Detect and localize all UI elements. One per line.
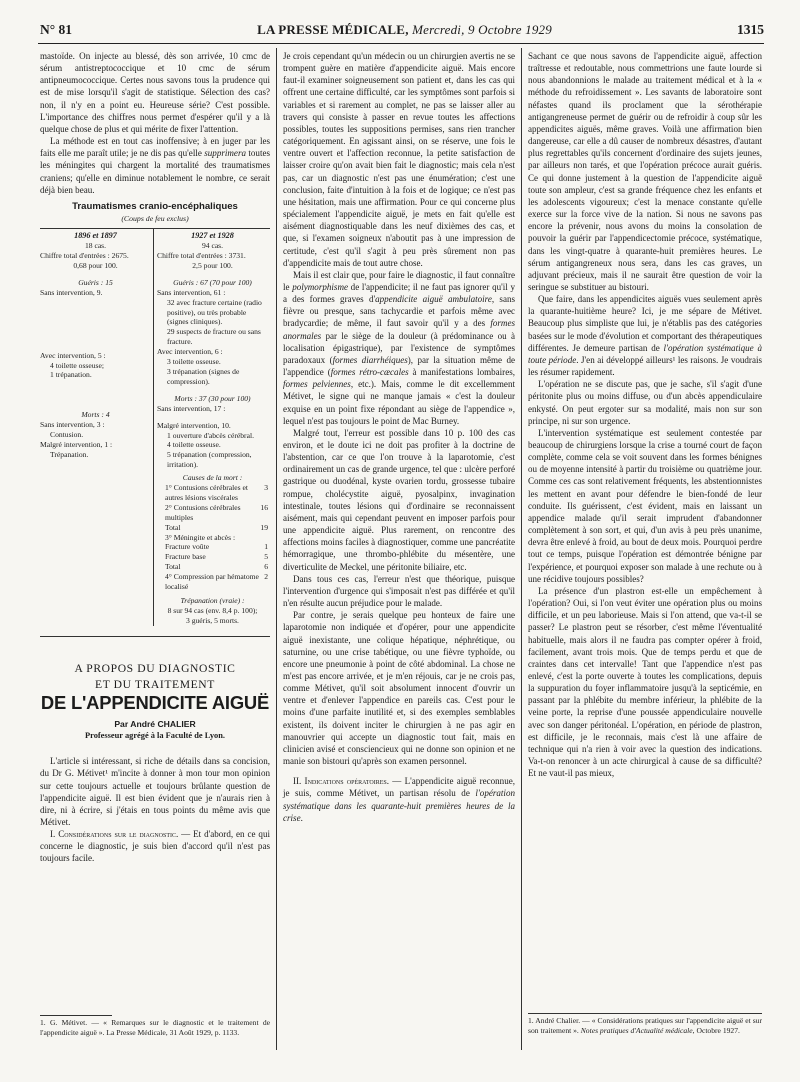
table-cell: Malgré intervention, 1 : bbox=[40, 440, 113, 450]
cause-row bbox=[157, 552, 268, 562]
table-cell: 4 toilette osseuse. bbox=[167, 440, 221, 450]
column-3 bbox=[528, 50, 762, 779]
table-cell: Causes de la mort : bbox=[182, 473, 243, 483]
column-divider-2 bbox=[521, 48, 522, 1050]
journal-title-line: LA PRESSE MÉDICALE, Mercredi, 9 Octobre 1929 bbox=[257, 22, 552, 37]
table-cell: Contusion. bbox=[50, 430, 84, 440]
table-cell: Sans intervention, 3 : bbox=[40, 420, 105, 430]
cause-count: 19 bbox=[260, 522, 268, 532]
footnote-rule bbox=[528, 1013, 762, 1014]
article-title-line-2: ET DU TRAITEMENT bbox=[95, 677, 215, 691]
cause-row bbox=[157, 523, 268, 533]
section-heading: II. Indications opératoires. bbox=[293, 776, 390, 787]
table-cell: Sans intervention, 61 : bbox=[157, 287, 226, 297]
cause-label: 4° Compression par hématome localisé bbox=[165, 572, 259, 592]
footnote-rule bbox=[40, 1015, 112, 1016]
table-title: Traumatismes cranio-encéphaliques bbox=[72, 200, 238, 212]
table-cell: Avec intervention, 6 : bbox=[157, 347, 223, 357]
cause-label: Total bbox=[165, 562, 181, 572]
column-2 bbox=[283, 50, 515, 824]
cause-count: 5 bbox=[264, 552, 268, 562]
paragraph: II. Indications opératoires. — L'appendicite aiguë reconnue, je suis, comme Métivet, un partisan résolu de l'opération systématique dans les quarante-huit premières heures de la crise. bbox=[283, 776, 516, 823]
cause-count: 16 bbox=[260, 502, 268, 512]
causes-list bbox=[157, 483, 268, 592]
table-cell: Avec intervention, 5 : bbox=[40, 350, 106, 360]
paragraph: La méthode est en tout cas inoffensive; à en juger par les faits elle me paraît utile; je ne dis pas qu'elle supprimera toutes les méningites qui chargent la mortalité des traumatismes craniens; qu'elle en diminue notablement le nombre, ce serait déjà bien beau. bbox=[40, 136, 270, 195]
section-heading: I. Considérations sur le diagnostic. bbox=[50, 829, 179, 840]
table-cell: Sans intervention, 17 : bbox=[157, 403, 226, 413]
table-cell: 5 trépanation (compression, irritation). bbox=[167, 450, 252, 470]
paragraph: Dans tous ces cas, l'erreur n'est que théorique, puisque l'intervention d'urgence qui s'imposait n'est pas différée et qu'il n'en résulte aucun préjudice pour le malade. bbox=[283, 573, 515, 609]
paragraph: L'opération ne se discute pas, que je sache, s'il s'agit d'une péritonite plus ou moins diffuse, ou d'un abcès appendiculaire enkysté. On peut ergoter sur sa modalité, mais non sur son principe, ni sur son urgence. bbox=[528, 379, 762, 426]
cause-count: 6 bbox=[264, 562, 268, 572]
paragraph: Mais il est clair que, pour faire le diagnostic, il faut connaître le polymorphisme de l'appendicite; il ne faut pas ignorer qu'il y a des formes graves d'appendicite aiguë ambulatoire, sans fièvre ou presque, sans tachycardie et parfois même avec bradycardie; de même, il faut savoir qu'il y a des formes anormales par le siège de la douleur (à prédominance ou à localisation épigastrique), par l'existence de symptômes paradoxaux (formes diarrhéiques), par la situation même de l'appendice (formes rétro-cæcales à manifestations lombaires, formes pelviennes, etc.). Mais, comme le dit excellemment Métivet, le signe qui ne manque jamais « c'est la douleur exquise en un point fixe répondant au siège de l'appendice », lequel n'est pas toujours le point de Mac Burney. bbox=[283, 269, 516, 426]
table-cell: Trépanation. bbox=[50, 449, 89, 459]
paragraph: Sachant ce que nous savons de l'appendicite aiguë, affection traîtresse et redoutable, nous commettrions une faute lourde si nous abandonnions le malade au traitement médical et à la « méthode du refroidissement ». Les savants de laboratoire sont néfastes quand ils proclament que la sérothérapie antigangreneuse permet de guérir ou de refroidir à coup sûr les appendicites aiguës, même graves. Voilà une affirmation bien dangereuse, car elle a dû causer de nombreux désastres, d'autant plus regrettables qu'ils concernent d'ordinaire des sujets jeunes, par ailleurs non tarés, et que l'opération précoce aurait guéris. Ce qui donne justement à la question de l'appendicite aiguë toute son ampleur, c'est sa grande fréquence chez les enfants et les adolescents vigoureux; c'est la menace constante qu'elle exerce sur la force vive de la nation. Si nous ne savons pas encore la prévenir, nous avons du moins la consolation de pouvoir la guérir par l'appendicectomie précoce, systématique, dans les vingt-quatre à quarante-huit premières heures. Le sérum antigangreneux nous sera, dans les cas graves, un adjuvant précieux, mais il ne saurait être question de voir la seringue se substituer au bistouri. bbox=[528, 51, 762, 292]
column-divider-1 bbox=[276, 48, 277, 1050]
footnote: 1. G. Métivet. — « Remarques sur le diagnostic et le traitement de l'appendicite aiguë ». La Presse Médicale, 31 Août 1929, p. 1133. bbox=[40, 1018, 270, 1037]
section-rule bbox=[40, 636, 270, 637]
table-cell: 0,68 pour 100. bbox=[73, 260, 118, 270]
article-title-line-1: A PROPOS DU DIAGNOSTIC bbox=[74, 661, 236, 675]
table-cell: Sans intervention, 9. bbox=[40, 287, 103, 297]
table-cell: 32 avec fracture certaine (radio positive), ou très probable (signes cliniques). bbox=[167, 297, 262, 327]
table-cell: 4 toilette osseuse; bbox=[50, 360, 104, 370]
page-header bbox=[40, 22, 764, 40]
table-cell: Guéris : 15 bbox=[78, 277, 113, 287]
table-column-1896 bbox=[40, 229, 153, 626]
table-cell: 3 toilette osseuse. bbox=[167, 357, 221, 367]
cause-count: 2 bbox=[264, 572, 268, 582]
footnote: 1. André Chalier. — « Considérations pratiques sur l'appendicite aiguë et sur son traitement ». Notes pratiques d'Actualité médicale, Octobre 1927. bbox=[528, 1016, 762, 1035]
paragraph: Malgré tout, l'erreur est possible dans 10 p. 100 des cas environ, et le doute ici ne doit pas profiter à la doctrine de l'abstention, car ce que l'on trouve à la laparotomie, c'est ordinairement un cas de grande urgence, tel que : ulcère perforé gastrique ou duodénal, kyste ovarien tordu, grossesse tubaire rompue, cholécystite aiguë, pyosalpinx, invagination intestinale, toutes lésions qui d'ordinaire se reconnaissent aisément, mais qui cependant peuvent en imposer parfois pour une appendicite aiguë. Plus rarement, on rencontre des affections moins faciles à diagnostiquer, comme une pancréatite hémorragique, une thrombo-phlébite du mésentère, une diverticulite de Meckel, une péritonite biliaire, etc. bbox=[283, 427, 515, 572]
issue-date: Mercredi, 9 Octobre 1929 bbox=[412, 22, 552, 37]
cause-label: Fracture voûte bbox=[165, 542, 210, 552]
paragraph: La présence d'un plastron est-elle un empêchement à l'opération? Oui, si l'on veut éviter une opération plus ou moins difficile, et un peu laborieuse. Mais si l'on attend, que va-t-il se passer? Le plastron peut se résorber, c'est même l'éventualité habituelle, mais alors il ne faudra pas compter opérer à froid, facilement, avant trois mois. Que de temps perdu et que de craintes dans cet intervalle! Tant que l'appendice n'est pas enlevé, c'est la porte ouverte à toutes les complications, depuis la suppuration du foyer inflammatoire jusqu'à la septicémie, en passant par la phlébite du membre inférieur, la phlébite de la veine porte, la reprise d'une poussée appendiculaire nouvelle avec son danger péritonéal. L'opération, en période de plastron, est difficile, je le reconnais, mais c'est là une affaire de technique qui n'a rien à voir avec la question des indications. Va-t-on renoncer à un acte chirurgical à cause de sa difficulté? Et ne vaut-il pas mieux, bbox=[528, 585, 762, 779]
paragraph: Je crois cependant qu'un médecin ou un chirurgien avertis ne se trompent guère en matière d'appendicite aiguë. Mais encore faut-il examiner soigneusement son patient et, dans les cas qui offrent une certaine difficulté, car les symptômes sont parfois si variables et si rarement au complet, ne pas se laisser aller au travers qui consiste à passer en revue toutes les affections possibles, toutes les suppositions permises, sans rien trancher catégoriquement. En agissant ainsi, on se réserve, une fois le ventre ouvert et l'affection reconnue, la petite satisfaction de laisser croire qu'on avait bien fait le diagnostic; mais cela n'est pas, car un diagnostic n'est pas une énumération; c'est une conclusion, faite d'intuition à la fois et de logique; ce n'est pas une hésitation, mais une affirmation. Pour ce qui concerne plus spécialement l'appendicite aiguë, je mets en fait qu'elle est aisément diagnostiquable dans les neuf dixièmes des cas, et que, si l'examen soigneux n'aboutit pas à une impression de certitude, c'est qu'il s'agit à peu près sûrement non pas d'appendicite mais de tout autre chose. bbox=[283, 51, 515, 268]
column-1 bbox=[40, 50, 270, 865]
statistics-table bbox=[40, 228, 270, 626]
cause-label: 2° Contusions cérébrales multiples bbox=[165, 502, 241, 522]
cause-row bbox=[157, 503, 268, 523]
table-cell: 3 guéris, 5 morts. bbox=[186, 615, 239, 625]
table-cell: 29 suspects de fracture ou sans fracture. bbox=[167, 327, 261, 347]
journal-title: LA PRESSE MÉDICALE bbox=[257, 22, 406, 37]
cause-label: 1° Contusions cérébrales et autres lésions viscérales bbox=[165, 483, 248, 502]
header-rule bbox=[38, 43, 764, 44]
table-cell: Chiffre total d'entrées : 3731. bbox=[157, 251, 246, 260]
table-cell: 94 cas. bbox=[201, 241, 224, 251]
paragraph: I. Considérations sur le diagnostic. — Et d'abord, en ce qui concerne le diagnostic, je suis bien d'accord qu'il n'est pas toujours facile. bbox=[40, 829, 270, 864]
table-cell: Trépanation (vraie) : bbox=[180, 596, 245, 605]
table-cell: 18 cas. bbox=[84, 241, 107, 251]
table-subtitle: (Coups de feu exclus) bbox=[121, 214, 189, 224]
cause-count: 1 bbox=[264, 542, 268, 552]
table-cell: 1 trépanation. bbox=[50, 370, 92, 380]
article-title: DE L'APPENDICITE AIGUË bbox=[40, 691, 270, 713]
table-cell: Chiffre total d'entrées : 2675. bbox=[40, 251, 129, 260]
author-affiliation: Professeur agrégé à la Faculté de Lyon. bbox=[85, 731, 225, 741]
cause-row bbox=[157, 562, 268, 572]
table-cell: Guéris : 67 (70 pour 100) bbox=[173, 277, 252, 287]
issue-number: N° 81 bbox=[40, 22, 73, 37]
paragraph: L'intervention systématique est seulement contestée par beaucoup de chirurgiens lorsque la crise a tourné court de façon complète, comme cela se voit souvent dans les formes bénignes ou de moyenne intensité à partir du troisième ou quatrième jour. Comme ces cas sont relativement fréquents, les abstentionnistes les mettent en avant pour défendre le bien-fondé de leur conduite. Ils guérissent, c'est évident, mais en laissant un appendice malade qu'il serait imprudent d'abandonner complètement à son sort, et qui, d'un avis à peu près unanime, devra être enlevé à froid, au bout de deux mois. Pourquoi perdre tout ce temps, puisque l'opération est démontrée bénigne par l'expérience, et pourquoi exposer son malade à une rechute ou à une récidive toujours possibles? bbox=[528, 427, 762, 584]
table-cell: 2,5 pour 100. bbox=[192, 260, 233, 270]
paragraph: Par contre, je serais quelque peu honteux de faire une laparotomie non indiquée et d'opérer, pour une appendicite aiguë inexistante, une colique hépatique, néphrétique, ou saturnine, ou une crise tabétique, ou une fièvre typhoïde, ou encore une pneumonie à point de côté abdominal. La chose ne m'est pas encore arrivée, et je m'en réjouis, car je ne crois pas, comme Métivet, qu'il soit absolument innocent d'ouvrir un ventre et d'enlever l'appendice en pareils cas. C'est pour le moins d'une parfaite inutilité et, si des exemples semblables existent, ils doivent inciter le chirurgien à ne pas agir en manouvrier qui accepte un diagnostic tout fait, mais en clinicien avisé et consciencieux qui ne donne son opinion et ne manie son bistouri qu'après son examen personnel. bbox=[283, 610, 515, 767]
table-col-header: 1927 et 1928 bbox=[191, 231, 234, 241]
table-col-header: 1896 et 1897 bbox=[74, 231, 117, 241]
table-cell: 1 ouverture d'abcès cérébral. bbox=[167, 430, 254, 440]
table-cell: Morts : 4 bbox=[81, 410, 110, 420]
table-cell: 8 sur 94 cas (env. 8,4 p. 100); bbox=[167, 605, 258, 615]
cause-row bbox=[157, 483, 268, 503]
cause-row bbox=[157, 533, 268, 543]
cause-label: Fracture base bbox=[165, 552, 206, 562]
table-cell: Malgré intervention, 10. bbox=[157, 420, 231, 430]
paragraph: L'article si intéressant, si riche de détails dans sa concision, du Dr G. Métivet¹ m'incite à donner à mon tour mon opinion sur cette toujours actuelle et toujours brûlante question de l'appendicite aiguë. Il est bien évident que je n'aurais rien à dire, ni à écrire, si j'étais en tous points du même avis que Métivet. bbox=[40, 756, 270, 827]
paragraph: mastoïde. On injecte au blessé, dès son arrivée, 10 cmc de sérum antistreptococcique et 10 cmc de sérum antipneumococcique. Certes nous savons tous la prudence qui est de mise lorsqu'il s'agit de statistique. Sélection des cas? non, il n'y en a point eu. Heureuse série? C'est possible. L'importance des chiffres nous permet d'espérer qu'il y a là quelque chose de plus et qui mérite de fixer l'attention. bbox=[40, 51, 270, 134]
paragraph: Que faire, dans les appendicites aiguës vues seulement après la quarante-huitième heure? Ici, je me sépare de Métivet. Beaucoup plus simpliste que lui, je n'établis pas des catégories basées sur le mode d'évolution et comportant des thérapeutiques différentes. Je demeure partisan de l'opération systématique à toute période. J'en ai développé ailleurs¹ les raisons. Je voudrais les résumer rapidement. bbox=[528, 294, 762, 378]
cause-count: 3 bbox=[264, 483, 268, 493]
table-cell: 3 trépanation (signes de compression). bbox=[167, 366, 240, 386]
cause-row bbox=[157, 572, 268, 592]
cause-row bbox=[157, 542, 268, 552]
table-cell: Morts : 37 (30 pour 100) bbox=[174, 393, 251, 403]
article-author: Par André CHALIER bbox=[114, 718, 196, 729]
cause-label: 3° Méningite et abcès : bbox=[165, 532, 236, 542]
table-column-1927 bbox=[153, 229, 270, 626]
cause-label: Total bbox=[165, 522, 181, 532]
page-number: 1315 bbox=[736, 22, 764, 37]
